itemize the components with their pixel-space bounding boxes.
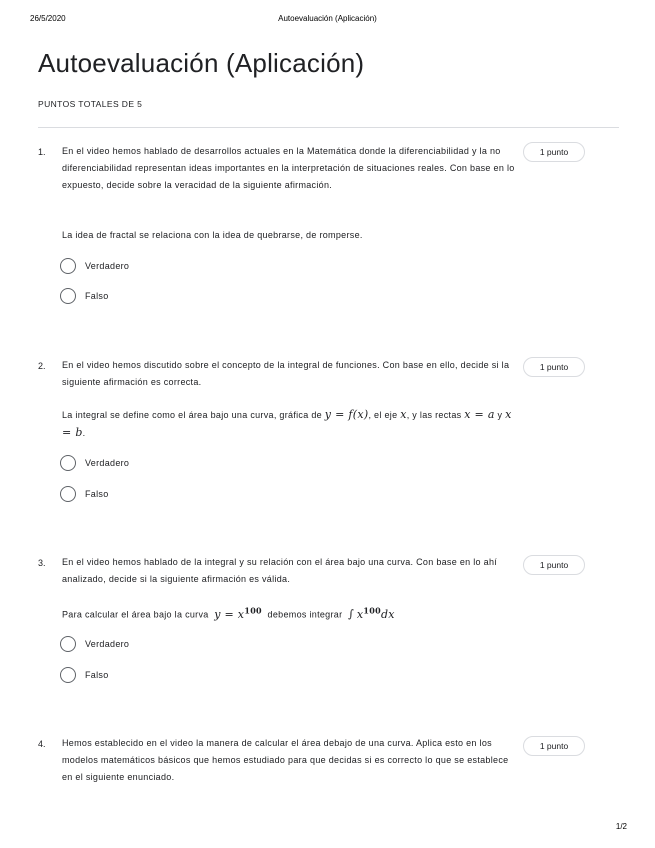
radio-button[interactable] [60,288,76,304]
question-number: 1. [38,147,46,157]
question-number: 2. [38,361,46,371]
statement-text: , y las rectas [406,410,462,420]
divider [38,127,619,128]
total-points: PUNTOS TOTALES DE 5 [38,99,143,109]
option-label: Falso [85,489,109,499]
statement-text: y [497,410,503,420]
radio-button[interactable] [60,636,76,652]
option-falso[interactable] [60,666,109,684]
integrand-exponent: 100 [363,605,381,615]
option-label: Verdadero [85,458,130,468]
curve-lhs: y = x [214,607,245,621]
option-label: Verdadero [85,261,130,271]
option-verdadero[interactable] [60,635,129,653]
option-verdadero[interactable] [60,454,129,472]
points-badge: 1 punto [523,142,585,162]
radio-button[interactable] [60,486,76,502]
page-title: Autoevaluación (Aplicación) [38,48,365,78]
formula-x-equals-b: x = b [62,408,512,439]
page-number: 1/2 [615,822,627,831]
option-falso[interactable] [60,287,109,305]
integrand-base: x [356,607,364,621]
formula-curve [214,605,262,621]
statement-text: , el eje [368,410,398,420]
option-label: Falso [85,670,109,680]
option-label: Falso [85,291,109,301]
question-statement [62,406,522,442]
points-badge: 1 punto [523,736,585,756]
curve-exponent: 100 [244,605,262,615]
print-title: Autoevaluación (Aplicación) [278,14,377,23]
points-badge: 1 punto [523,357,585,377]
question-number: 3. [38,558,46,568]
option-label: Verdadero [85,639,130,649]
statement-text: Para calcular el área bajo la curva [62,609,209,620]
statement-text: debemos integrar [267,609,343,620]
radio-button[interactable] [60,667,76,683]
question-text: En el video hemos hablado de desarrollos actuales en la Matemática donde la diferenciabilidad y la no diferenciabilidad representan ideas importantes en la interpretación de situaciones reales. Con base en lo expuesto, decide sobre la veracidad de la siguiente afirmación. [62,146,515,190]
formula-integrand [356,605,395,621]
integral-sign: ∫ [348,607,355,621]
option-falso[interactable] [60,485,109,503]
formula-x: x [400,408,407,421]
question-statement [62,602,532,624]
radio-button[interactable] [60,455,76,471]
integrand-dx: dx [380,607,395,621]
statement-text: . [82,428,86,438]
question-text: En el video hemos hablado de la integral y su relación con el área bajo una curva. Con base en lo ahí analizado, decide si la siguiente afirmación es válida. [62,557,498,584]
print-date: 26/5/2020 [30,14,66,23]
question-text: En el video hemos discutido sobre el concepto de la integral de funciones. Con base en ello, decide si la siguiente afirmación es correcta. [62,360,510,387]
question-text: Hemos establecido en el video la manera de calcular el área debajo de una curva. Aplica esto en los modelos matemáticos básicos que hemos estudiado para que decidas si es correcto lo que se establece en el siguiente enunciado. [62,738,509,782]
question-number: 4. [38,739,46,749]
statement-text: La integral se define como el área bajo una curva, gráfica de [62,410,322,420]
print-header [0,14,655,28]
formula-x-equals-a: x = a [464,408,495,421]
radio-button[interactable] [60,258,76,274]
formula-y-equals-fx: y = f(x) [324,408,369,421]
question-statement: La idea de fractal se relaciona con la idea de quebrarse, de romperse. [62,230,363,240]
option-verdadero[interactable] [60,257,129,275]
points-badge: 1 punto [523,555,585,575]
